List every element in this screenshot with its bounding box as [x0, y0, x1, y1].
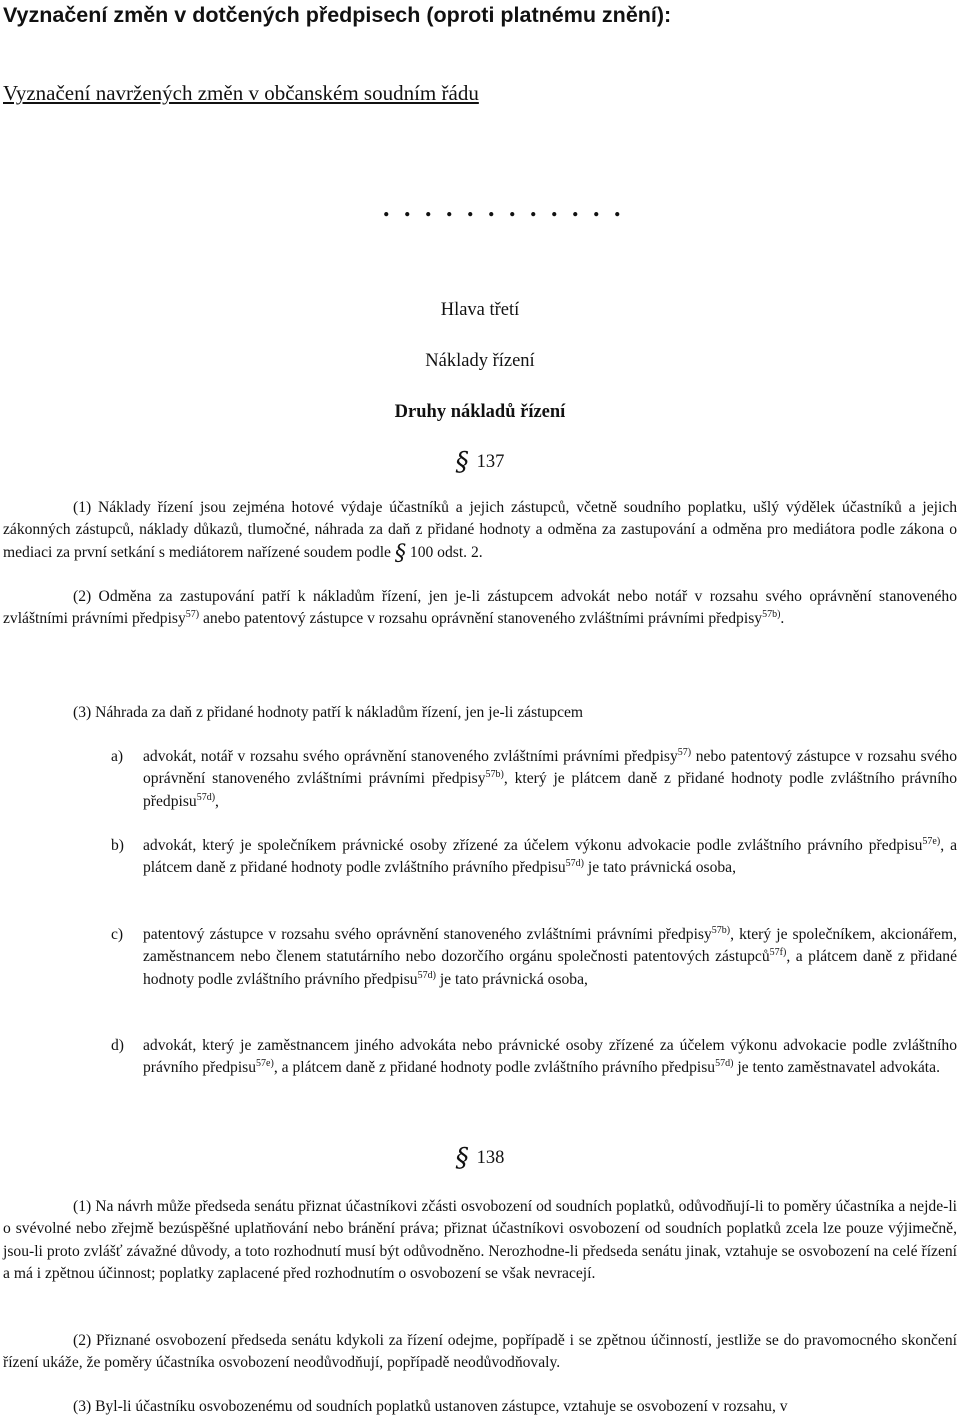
- s137-paragraph-1: [3, 497, 957, 565]
- list-item-body: advokát, notář v rozsahu svého oprávnění stanoveného zvláštními právními předpisy$^{57)}$ nebo patentový zástupce v rozsahu svého oprávnění stanoveného zvláštními právními předpisy$^{57b)}$, který je plátcem daně z přidané hodnoty podle zvláštního právního předpisu$^{57d)}$,: [143, 747, 957, 810]
- page-subheading: Vyznačení navržených změn v občanském soudním řádu: [3, 81, 479, 105]
- list-item-d: [111, 1035, 957, 1080]
- list-item-letter: a): [111, 748, 124, 765]
- s138-p2-text: (2) Přiznané osvobození předseda senátu kdykoli za řízení odejme, popřípadě i se zpětnou účinností, jestliže se do pravomocného skončení řízení ukáže, že poměry účastníka osvobození neodůvodňují, popřípadě neodůvodňovaly.: [3, 1332, 957, 1372]
- s138-paragraph-2: [3, 1330, 957, 1375]
- section-sign-icon: §: [455, 447, 469, 477]
- footnote-ref: 57e): [256, 1058, 274, 1070]
- part-name: Náklady řízení: [425, 351, 535, 371]
- list-item-letter: b): [111, 837, 124, 854]
- footnote-ref: 57d): [715, 1058, 734, 1070]
- footnote-ref: 57d): [417, 969, 436, 981]
- s138-paragraph-3: [3, 1396, 957, 1418]
- list-item-letter: c): [111, 926, 124, 943]
- part-title: Hlava třetí: [440, 300, 520, 320]
- page-heading: Vyznačení změn v dotčených předpisech (oproti platnému znění):: [3, 3, 672, 27]
- footnote-ref: 57f): [769, 947, 787, 959]
- list-item-letter: d): [111, 1037, 124, 1054]
- list-item-c: [111, 924, 957, 991]
- footnote-ref: 57b): [762, 609, 781, 621]
- footnote-ref: 57e): [922, 836, 941, 847]
- footnote-ref: 57d): [196, 791, 216, 803]
- s137-p2-text-b: anebo patentový zástupce v rozsahu oprávnění stanoveného zvláštními právními předpisy: [199, 610, 763, 628]
- section-group-title: Druhy nákladů řízení: [394, 402, 566, 422]
- list-item-body: advokát, který je zaměstnancem jiného advokáta nebo právnické osoby zřízené za účelem výkonu advokacie podle zvláštního právního předpisu$^{57e)}$, a plátcem daně z přidané hodnoty podle zvláštního právního předpisu$^{57d)}$ je tento zaměstnavatel advokáta.: [143, 1037, 957, 1077]
- footnote-ref: 57d): [565, 858, 584, 870]
- list-item-a: [111, 746, 957, 813]
- s137-paragraph-2: [3, 586, 957, 631]
- s137-p1-reference: 100 odst. 2.: [409, 543, 483, 561]
- s137-paragraph-3-intro: [3, 702, 957, 724]
- s137-p3-text: (3) Náhrada za daň z přidané hodnoty patří k nákladům řízení, jen je-li zástupcem: [73, 704, 584, 721]
- s138-paragraph-1: [3, 1196, 957, 1286]
- section-138-label: 138: [476, 1148, 505, 1168]
- s137-p1-text: (1) Náklady řízení jsou zejména hotové výdaje účastníků a jejich zástupců, včetně soudního poplatku, ušlý výdělek účastníků a jejich zákonných zástupců, náklady důkazů, tlumočné, náhrada za daň z přidané hodnoty a odměna za zastupování a odměna pro mediátora podle zákona o mediaci za první setkání s mediátorem nařízené soudem podle: [3, 499, 957, 561]
- section-sign-icon: §: [394, 540, 406, 566]
- footnote-ref: 57): [185, 609, 200, 621]
- list-item-b: [111, 835, 957, 880]
- footnote-ref: 57): [677, 747, 692, 758]
- section-137-label: 137: [476, 452, 505, 472]
- section-138-number: [3, 1143, 957, 1173]
- list-item-body: patentový zástupce v rozsahu svého oprávnění stanoveného zvláštními právními předpisy$^{57b)}$, který je společníkem, akcionářem, zaměstnancem nebo členem statutárního nebo dozorčího orgánu společnosti patentových zástupců$^{57f)}$, a plátcem daně z přidané hodnoty podle zvláštního právního předpisu$^{57d)}$ je tato právnická osoba,: [143, 925, 957, 988]
- s138-p3-text: (3) Byl-li účastníku osvobozenému od soudních poplatků ustanoven zástupce, vztahuje se osvobození v rozsahu, v: [73, 1398, 788, 1415]
- omission-dots: . . . . . . . . . . . .: [383, 193, 625, 222]
- s137-p2-text-a: (2) Odměna za zastupování patří k nákladům řízení, jen je-li zástupcem advokát nebo notář v rozsahu svého oprávnění stanoveného zvláštními právními předpisy: [3, 588, 957, 628]
- footnote-ref: 57b): [711, 925, 731, 936]
- s138-p1-text: (1) Na návrh může předseda senátu přiznat účastníkovi zčásti osvobození od soudních poplatků, odůvodňují-li to poměry účastníka a nejde-li o svévolné nebo zřejmě bezúspěšné uplatňování nebo bránění práva; přiznat účastníkovi osvobození od soudních poplatků zcela lze pouze výjimečně, jsou-li proto zvlášť závažné důvody, a toto rozhodnutí musí být odůvodněno. Nerozhodne-li předseda senátu jinak, vztahuje se osvobození na celé řízení a má i zpětnou účinnost; poplatky zaplacené před rozhodnutím o osvobození se však nevracejí.: [3, 1198, 957, 1283]
- list-item-body: advokát, který je společníkem právnické osoby zřízené za účelem výkonu advokacie podle zvláštního právního předpisu$^{57e)}$, a plátcem daně z přidané hodnoty podle zvláštního právního předpisu$^{57d)}$ je tato právnická osoba,: [143, 836, 957, 877]
- s137-p2-text-c: .: [780, 610, 785, 628]
- section-sign-icon: §: [455, 1143, 469, 1173]
- footnote-ref: 57b): [485, 769, 504, 781]
- section-137-number: [3, 447, 957, 477]
